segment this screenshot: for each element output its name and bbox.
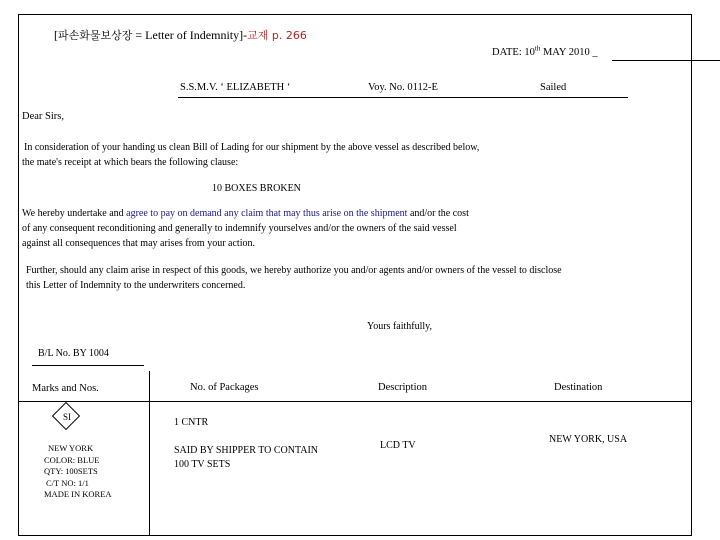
voyage-number: Voy. No. 0112-E [368,82,438,93]
vessel-underline [178,97,628,98]
date-underline [612,60,720,61]
highlighted-text: agree to pay on demand any claim that may thus arise on the shipment [126,208,408,219]
title-bracket-close: ]- [239,28,248,42]
mark-line: NEW YORK [48,443,94,453]
korean-title: 파손화물보상장 [58,29,133,42]
text-run: We hereby undertake and [22,208,127,219]
shipping-marks [44,443,112,501]
paragraph-line: against all consequences that may arises from your action. [22,238,255,249]
date-rest: MAY 2010 _ [540,47,598,58]
paragraph-line [22,206,469,221]
mark-line: MADE IN KOREA [44,489,112,499]
mark-line: QTY: 100SETS [44,466,98,476]
text-run: and/or the cost [407,208,469,219]
paragraph-line: In consideration of your handing us clean Bill of Lading for our shipment by the above vessel as described below, [24,142,480,153]
mark-line: COLOR: BLUE [44,454,100,465]
paragraph-line: Further, should any claim arise in respect of this goods, we hereby authorize you and/or agents and/or owners of the vessel to disclose [26,265,562,276]
header-description: Description [378,382,427,393]
seal-text: SI [62,412,71,422]
date-line [492,44,598,58]
title-bracket-open: [ [54,28,58,42]
package-line: SAID BY SHIPPER TO CONTAIN [174,445,319,456]
package-contents [174,444,318,472]
header-destination: Destination [554,382,603,393]
table-header-rule [18,401,692,402]
header-marks: Marks and Nos. [32,383,99,394]
bl-underline [32,365,144,366]
paragraph-line: this Letter of Indemnity to the underwriters concerned. [26,280,246,291]
goods-destination: NEW YORK, USA [549,434,628,445]
header-packages: No. of Packages [190,382,259,393]
package-line: 100 TV SETS [174,459,231,470]
paragraph-line: of any consequent reconditioning and generally to indemnify yourselves and/or the owners of the said vessel [22,223,457,234]
paragraph-further [26,263,562,293]
package-count: 1 CNTR [174,417,209,428]
salutation: Dear Sirs, [22,111,64,122]
goods-description: LCD TV [380,440,416,451]
paragraph-consideration [22,140,479,170]
date-suffix: th [534,44,541,53]
date-prefix: DATE: 10 [492,47,535,58]
english-title: = Letter of Indemnity [132,28,240,42]
document-title [54,27,307,43]
paragraph-undertaking [22,206,469,251]
bl-number: B/L No. BY 1004 [38,348,109,359]
mark-line: C/T NO: 1/1 [46,477,89,488]
table-divider [149,371,150,536]
vessel-name: S.S.M.V. ‘ ELIZABETH ‘ [180,82,291,93]
textbook-reference: 교재 p. 266 [247,29,307,42]
closing: Yours faithfully, [367,321,433,332]
paragraph-line: the mate's receipt at which bears the following clause: [22,157,239,168]
mate-receipt-clause: 10 BOXES BROKEN [212,183,301,194]
vessel-status: Sailed [540,82,567,93]
